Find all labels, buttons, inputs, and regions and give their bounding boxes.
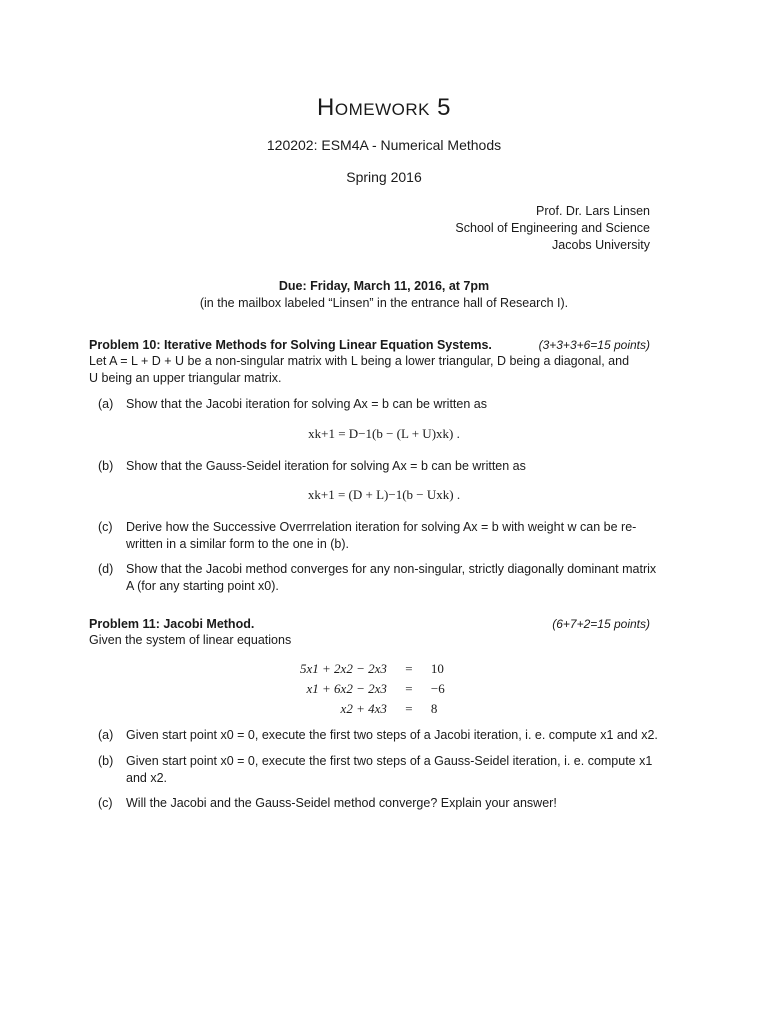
problem10-part-c [98,519,636,553]
problem10-points: (3+3+3+6=15 points) [538,338,650,352]
problem10-heading: Problem 10: Iterative Methods for Solving Linear Equation Systems. [89,338,492,352]
problem11-part-c [98,795,557,812]
part-text-1: Given start point x0 = 0, execute the first two steps of a Gauss-Seidel iteration, i. e. compute x1 [126,754,653,768]
homework-title: Homework 5 [317,94,451,121]
course-line: 120202: ESM4A - Numerical Methods [266,137,502,153]
problem10-intro-1: Let A = L + D + U be a non-singular matrix with L being a lower triangular, D being a diagonal, and [89,354,630,368]
part-label: (a) [98,397,114,411]
author-block [455,203,650,254]
part-text: Show that the Gauss-Seidel iteration for solving Ax = b can be written as [126,459,526,473]
problem10-part-d [98,561,656,595]
author-school: School of Engineering and Science [455,221,650,235]
part-label: (b) [98,459,114,473]
part-text: Given start point x0 = 0, execute the first two steps of a Jacobi iteration, i. e. compute x1 and x2. [126,728,658,742]
problem11-part-b [98,753,652,787]
problem11-points: (6+7+2=15 points) [552,617,650,631]
part-text-2: and x2. [126,771,168,785]
equation-row: x1 + 6x2 − 2x3 = −6 [306,681,445,696]
equation-row: x2 + 4x3 = 8 [340,701,438,716]
jacobi-equation: xk+1 = D−1(b − (L + U)xk) . [308,426,460,441]
linear-system [294,659,451,719]
part-text-1: Show that the Jacobi method converges for any non-singular, strictly diagonally dominant matrix [126,562,657,576]
part-text-2: written in a similar form to the one in (b). [126,537,349,551]
problem10-part-a [98,396,487,413]
part-text-1: Derive how the Successive Overrrelation iteration for solving Ax = b with weight w can be re- [126,520,637,534]
part-label: (b) [98,754,114,768]
part-text: Will the Jacobi and the Gauss-Seidel method converge? Explain your answer! [126,796,557,810]
problem11-intro: Given the system of linear equations [89,633,292,647]
author-name: Prof. Dr. Lars Linsen [536,204,650,218]
part-label: (c) [98,520,113,534]
equation-row: 5x1 + 2x2 − 2x3 = 10 [300,661,444,676]
problem10-intro-2: U being an upper triangular matrix. [89,371,282,385]
gauss-seidel-equation: xk+1 = (D + L)−1(b − Uxk) . [307,487,461,502]
problem10-part-b [98,458,526,475]
part-label: (c) [98,796,113,810]
due-line: Due: Friday, March 11, 2016, at 7pm [278,279,490,293]
part-label: (a) [98,728,114,742]
part-text-2: A (for any starting point x0). [126,579,279,593]
problem11-part-a [98,727,658,744]
problem11-heading: Problem 11: Jacobi Method. [89,617,255,631]
due-note: (in the mailbox labeled “Linsen” in the entrance hall of Research I). [199,296,569,310]
part-label: (d) [98,562,114,576]
term-line: Spring 2016 [346,169,422,185]
part-text: Show that the Jacobi iteration for solving Ax = b can be written as [126,397,487,411]
author-university: Jacobs University [552,238,650,252]
